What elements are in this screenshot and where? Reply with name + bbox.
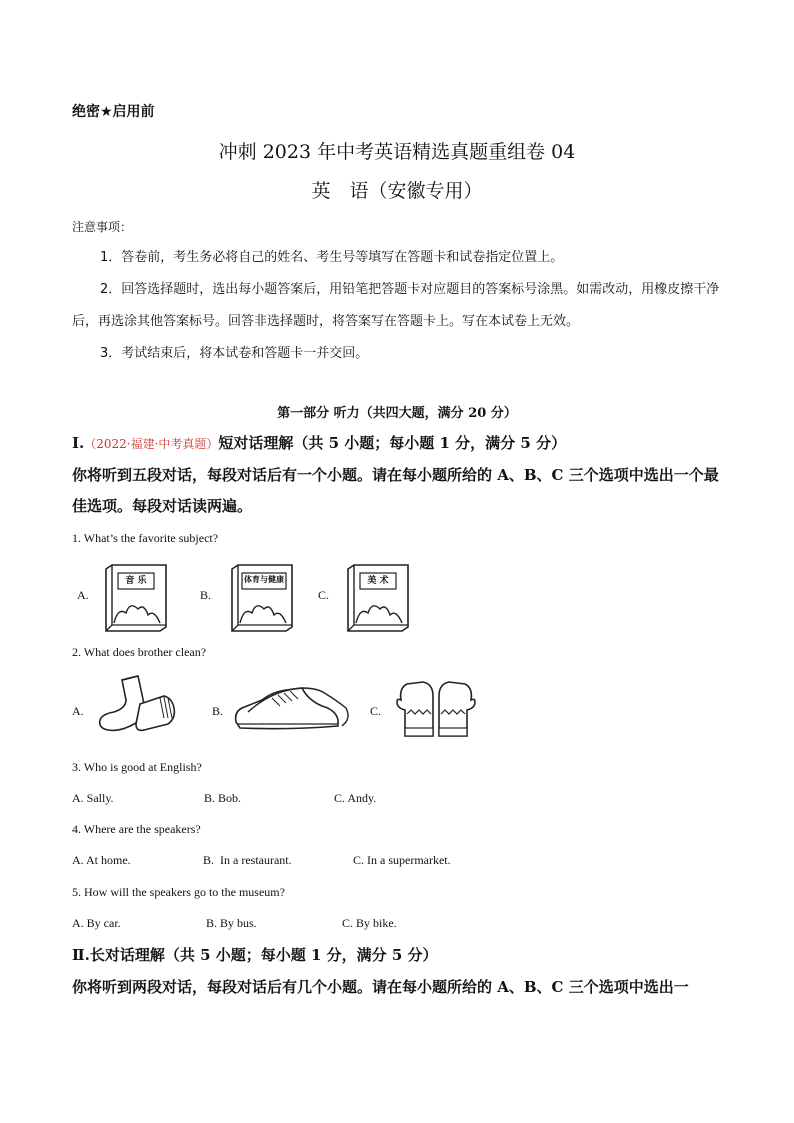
gloves-icon: [393, 678, 479, 742]
section-source: （2022·福建·中考真题）: [84, 437, 219, 451]
option-c: C. In a supermarket.: [353, 853, 451, 867]
option-a: A. At home.: [72, 853, 131, 867]
option-b: B.: [200, 588, 212, 602]
option-a: A. By car.: [72, 916, 121, 930]
section-title: 短对话理解（共 5 小题；每小题 1 分，满分 5 分）: [218, 434, 567, 452]
option-c: C. Andy.: [334, 791, 377, 805]
exam-title: 冲刺 2023 年中考英语精选真题重组卷 04: [218, 141, 576, 163]
question-2: 2. What does brother clean?: [72, 645, 207, 659]
shoes-icon: [232, 682, 350, 734]
question-3: 3. Who is good at English?: [72, 760, 202, 774]
exam-subtitle: 英 语（安徽专用）: [311, 180, 483, 202]
section-2-instructions: 你将听到两段对话，每段对话后有几个小题。请在每小题所给的 A、B、C 三个选项中选出一: [72, 978, 689, 996]
question-1: 1. What’s the favorite subject?: [72, 531, 219, 545]
part-heading: 第一部分 听力（共四大题，满分 20 分）: [277, 406, 517, 421]
section-numeral: Ⅰ.: [72, 434, 85, 452]
question-4: 4. Where are the speakers?: [72, 822, 201, 836]
notice-item: 3．考试结束后，将本试卷和答题卡一并交回。: [100, 346, 369, 361]
option-b: B. By bus.: [206, 916, 257, 930]
section-2-heading: Ⅱ.长对话理解（共 5 小题；每小题 1 分，满分 5 分）: [72, 946, 438, 964]
option-a: A. Sally.: [72, 791, 114, 805]
socks-icon: [94, 674, 182, 740]
option-a: A.: [77, 588, 89, 602]
section-heading: [72, 432, 566, 453]
notice-item: 2．回答选择题时，选出每小题答案后，用铅笔把答题卡对应题目的答案标号涂黑。如需改动，用橡皮擦干净后，再选涂其他答案标号。回答非选择题时，将答案写在答题卡上。写在本试卷上无效。: [72, 282, 720, 329]
option-a: A.: [72, 704, 84, 718]
option-c: C.: [318, 588, 330, 602]
book-label: 美 术: [367, 576, 389, 586]
question-5: 5. How will the speakers go to the museum?: [72, 885, 285, 899]
option-b: B.: [212, 704, 224, 718]
book-label: 体育与健康: [244, 575, 284, 584]
option-c: C.: [370, 704, 382, 718]
section-instructions: 你将听到五段对话，每段对话后有一个小题。请在每小题所给的 A、B、C 三个选项中选出一个最佳选项。每段对话读两遍。: [72, 466, 719, 515]
notice-item: 1．答卷前，考生务必将自己的姓名、考生号等填写在答题卡和试卷指定位置上。: [100, 250, 564, 265]
option-b: B. Bob.: [204, 791, 242, 805]
confidential-mark: 绝密★启用前: [72, 104, 155, 120]
option-c: C. By bike.: [342, 916, 397, 930]
option-b: B. In a restaurant.: [203, 853, 292, 867]
book-label: 音 乐: [125, 576, 147, 586]
notice-heading: 注意事项：: [72, 220, 133, 234]
